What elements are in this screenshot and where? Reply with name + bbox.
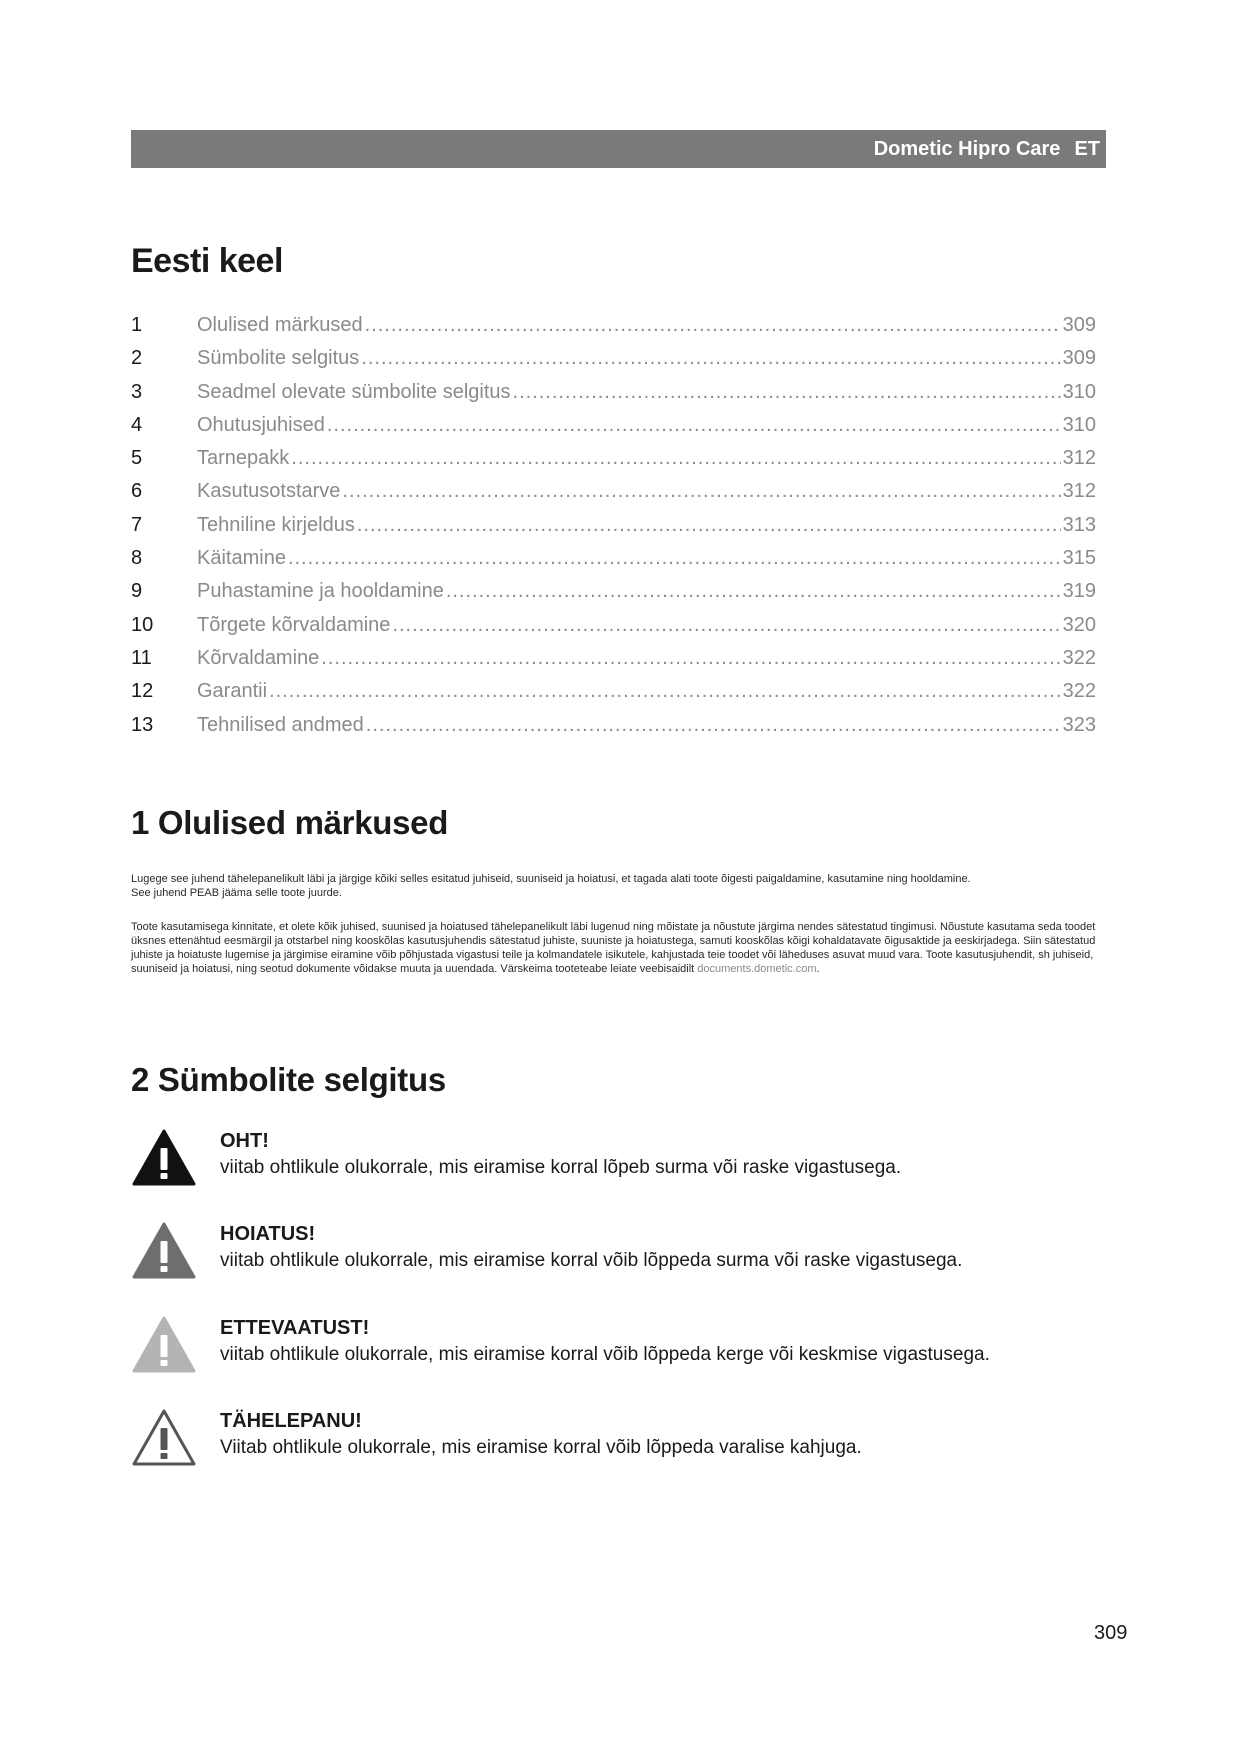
toc-leader-dots bbox=[446, 580, 1061, 603]
toc-entry-number: 1 bbox=[131, 314, 143, 336]
header-language-code: ET bbox=[1074, 137, 1100, 160]
warning-triangle-icon bbox=[131, 1128, 197, 1188]
warning-row bbox=[131, 1221, 1096, 1285]
section-1-paragraph-1-line-1: Lugege see juhend tähelepanelikult läbi ja järgige kõiki selles esitatud juhiseid, suuniseid ja hoiatusi, et tagada alati toote õigesti paigaldamine, kasutamine ning hooldamine. bbox=[131, 873, 971, 885]
toc-leader-dots bbox=[513, 381, 1061, 404]
toc-entry-page: 312 bbox=[1062, 480, 1096, 503]
toc-entry-label: Tehnilised andmed bbox=[197, 713, 364, 736]
section-1-paragraph-1 bbox=[131, 872, 1096, 900]
toc-entry-number: 5 bbox=[131, 447, 143, 470]
warning-title: OHT! bbox=[220, 1130, 269, 1152]
section-2-title: 2 Sümbolite selgitus bbox=[131, 1061, 446, 1098]
toc-entry-label: Ohutusjuhised bbox=[197, 413, 325, 436]
toc-entry-number: 8 bbox=[131, 547, 143, 570]
documents-link[interactable]: documents.dometic.com bbox=[697, 963, 817, 975]
warning-triangle-icon bbox=[131, 1221, 197, 1281]
warning-text: Viitab ohtlikule olukorrale, mis eiramise korral võib lõppeda varalise kahjuga. bbox=[220, 1437, 862, 1458]
section-1-paragraph-2 bbox=[131, 920, 1096, 976]
table-of-contents bbox=[131, 314, 1096, 747]
toc-entry-number: 9 bbox=[131, 580, 143, 603]
warning-row bbox=[131, 1315, 1096, 1379]
toc-entry-label: Garantii bbox=[197, 680, 268, 703]
toc-entry[interactable] bbox=[131, 580, 1096, 613]
toc-entry-page: 310 bbox=[1062, 380, 1096, 403]
warning-text: viitab ohtlikule olukorrale, mis eiramise korral võib lõppeda surma või raske vigastusega. bbox=[220, 1250, 963, 1271]
warning-triangle-icon bbox=[131, 1315, 197, 1375]
toc-title: Eesti keel bbox=[131, 242, 283, 280]
warning-row bbox=[131, 1408, 1096, 1472]
toc-entry-page: 309 bbox=[1062, 314, 1096, 336]
toc-entry-page: 315 bbox=[1062, 547, 1096, 570]
toc-entry-label: Sümbolite selgitus bbox=[197, 347, 360, 370]
toc-leader-dots bbox=[392, 614, 1060, 637]
toc-entry-page: 309 bbox=[1062, 347, 1096, 370]
toc-leader-dots bbox=[342, 480, 1060, 503]
toc-entry-number: 10 bbox=[131, 613, 154, 636]
toc-entry-label: Kõrvaldamine bbox=[197, 646, 320, 669]
toc-entry[interactable] bbox=[131, 614, 1096, 647]
toc-entry-label: Tarnepakk bbox=[197, 447, 290, 470]
toc-leader-dots bbox=[291, 447, 1060, 470]
toc-entry-page: 312 bbox=[1062, 447, 1096, 470]
toc-entry-label: Seadmel olevate sümbolite selgitus bbox=[197, 380, 511, 403]
toc-entry[interactable] bbox=[131, 347, 1096, 380]
toc-entry-page: 323 bbox=[1062, 713, 1096, 736]
toc-entry-page: 313 bbox=[1062, 513, 1096, 536]
warning-title: TÄHELEPANU! bbox=[220, 1410, 362, 1432]
toc-entry[interactable] bbox=[131, 381, 1096, 414]
toc-entry-page: 322 bbox=[1062, 646, 1096, 669]
toc-entry-number: 12 bbox=[131, 680, 154, 703]
toc-entry-label: Tõrgete kõrvaldamine bbox=[197, 613, 391, 636]
toc-entry-label: Olulised märkused bbox=[197, 314, 363, 336]
warning-triangle-icon bbox=[131, 1408, 197, 1468]
toc-entry-page: 322 bbox=[1062, 680, 1096, 703]
toc-entry-page: 320 bbox=[1062, 613, 1096, 636]
toc-entry-number: 6 bbox=[131, 480, 143, 503]
warning-text: viitab ohtlikule olukorrale, mis eiramise korral lõpeb surma või raske vigastusega. bbox=[220, 1157, 902, 1178]
toc-entry[interactable] bbox=[131, 547, 1096, 580]
toc-entry[interactable] bbox=[131, 314, 1096, 347]
toc-leader-dots bbox=[357, 514, 1061, 537]
toc-entry-page: 319 bbox=[1062, 580, 1096, 603]
section-1-title: 1 Olulised märkused bbox=[131, 804, 449, 841]
toc-entry[interactable] bbox=[131, 480, 1096, 513]
toc-entry[interactable] bbox=[131, 447, 1096, 480]
toc-entry[interactable] bbox=[131, 714, 1096, 747]
toc-entry-number: 7 bbox=[131, 513, 143, 536]
toc-entry[interactable] bbox=[131, 414, 1096, 447]
warning-row bbox=[131, 1128, 1096, 1192]
section-1-paragraph-2-text: Toote kasutamisega kinnitate, et olete kõik juhised, suunised ja hoiatused tähelepanelikult läbi lugenud ning mõistate ja nõustute järgima nendes sätestatud tingimusi. Nõustute kasutama seda toodet üksnes ettenähtud eesmärgil ja otstarbel ning kooskõlas kasutusjuhendis sätestatud juhiste, suuniste ja hoiatustega, samuti kooskõlas kõigi kohaldatavate õigusaktide ja eeskirjadega. Siin sätestatud juhiste ja hoiatuste lugemise ja järgimise eiramine võib põhjustada vigastusi teile ja kolmandatele isikutele, kahjustada teie toodet või läheduses asuvat muud vara. Toote kasutusjuhendit, sh juhiseid, suuniseid ja hoiatusi, ning seotud dokumente võidakse muuta ja uuendada. Värskeima tooteteabe leiate veebisaidilt bbox=[131, 921, 1096, 975]
section-1-paragraph-1-line-2: See juhend PEAB jääma selle toote juurde. bbox=[131, 887, 342, 899]
warning-title: ETTEVAATUST! bbox=[220, 1317, 370, 1339]
toc-entry[interactable] bbox=[131, 647, 1096, 680]
toc-entry-number: 4 bbox=[131, 413, 143, 436]
warning-title: HOIATUS! bbox=[220, 1223, 316, 1245]
toc-entry-label: Tehniline kirjeldus bbox=[197, 513, 355, 536]
toc-entry-label: Käitamine bbox=[197, 547, 286, 570]
toc-leader-dots bbox=[366, 714, 1061, 737]
toc-leader-dots bbox=[321, 647, 1060, 670]
toc-entry-number: 3 bbox=[131, 380, 143, 403]
toc-entry-number: 2 bbox=[131, 347, 143, 370]
toc-entry-page: 310 bbox=[1062, 413, 1096, 436]
header-title: Dometic Hipro Care bbox=[873, 137, 1061, 160]
toc-leader-dots bbox=[288, 547, 1061, 570]
toc-leader-dots bbox=[361, 347, 1060, 370]
link-suffix: . bbox=[816, 963, 820, 975]
toc-entry[interactable] bbox=[131, 514, 1096, 547]
warning-text: viitab ohtlikule olukorrale, mis eiramise korral võib lõppeda kerge või keskmise vigastusega. bbox=[220, 1344, 990, 1365]
toc-leader-dots bbox=[269, 680, 1061, 703]
page-number: 309 bbox=[1094, 1622, 1128, 1644]
toc-entry-label: Puhastamine ja hooldamine bbox=[197, 580, 444, 603]
toc-leader-dots bbox=[365, 314, 1061, 337]
toc-entry-number: 11 bbox=[131, 646, 152, 669]
toc-entry-label: Kasutusotstarve bbox=[197, 480, 341, 503]
toc-entry[interactable] bbox=[131, 680, 1096, 713]
toc-leader-dots bbox=[327, 414, 1061, 437]
toc-entry-number: 13 bbox=[131, 713, 154, 736]
header-bar bbox=[131, 130, 1106, 168]
